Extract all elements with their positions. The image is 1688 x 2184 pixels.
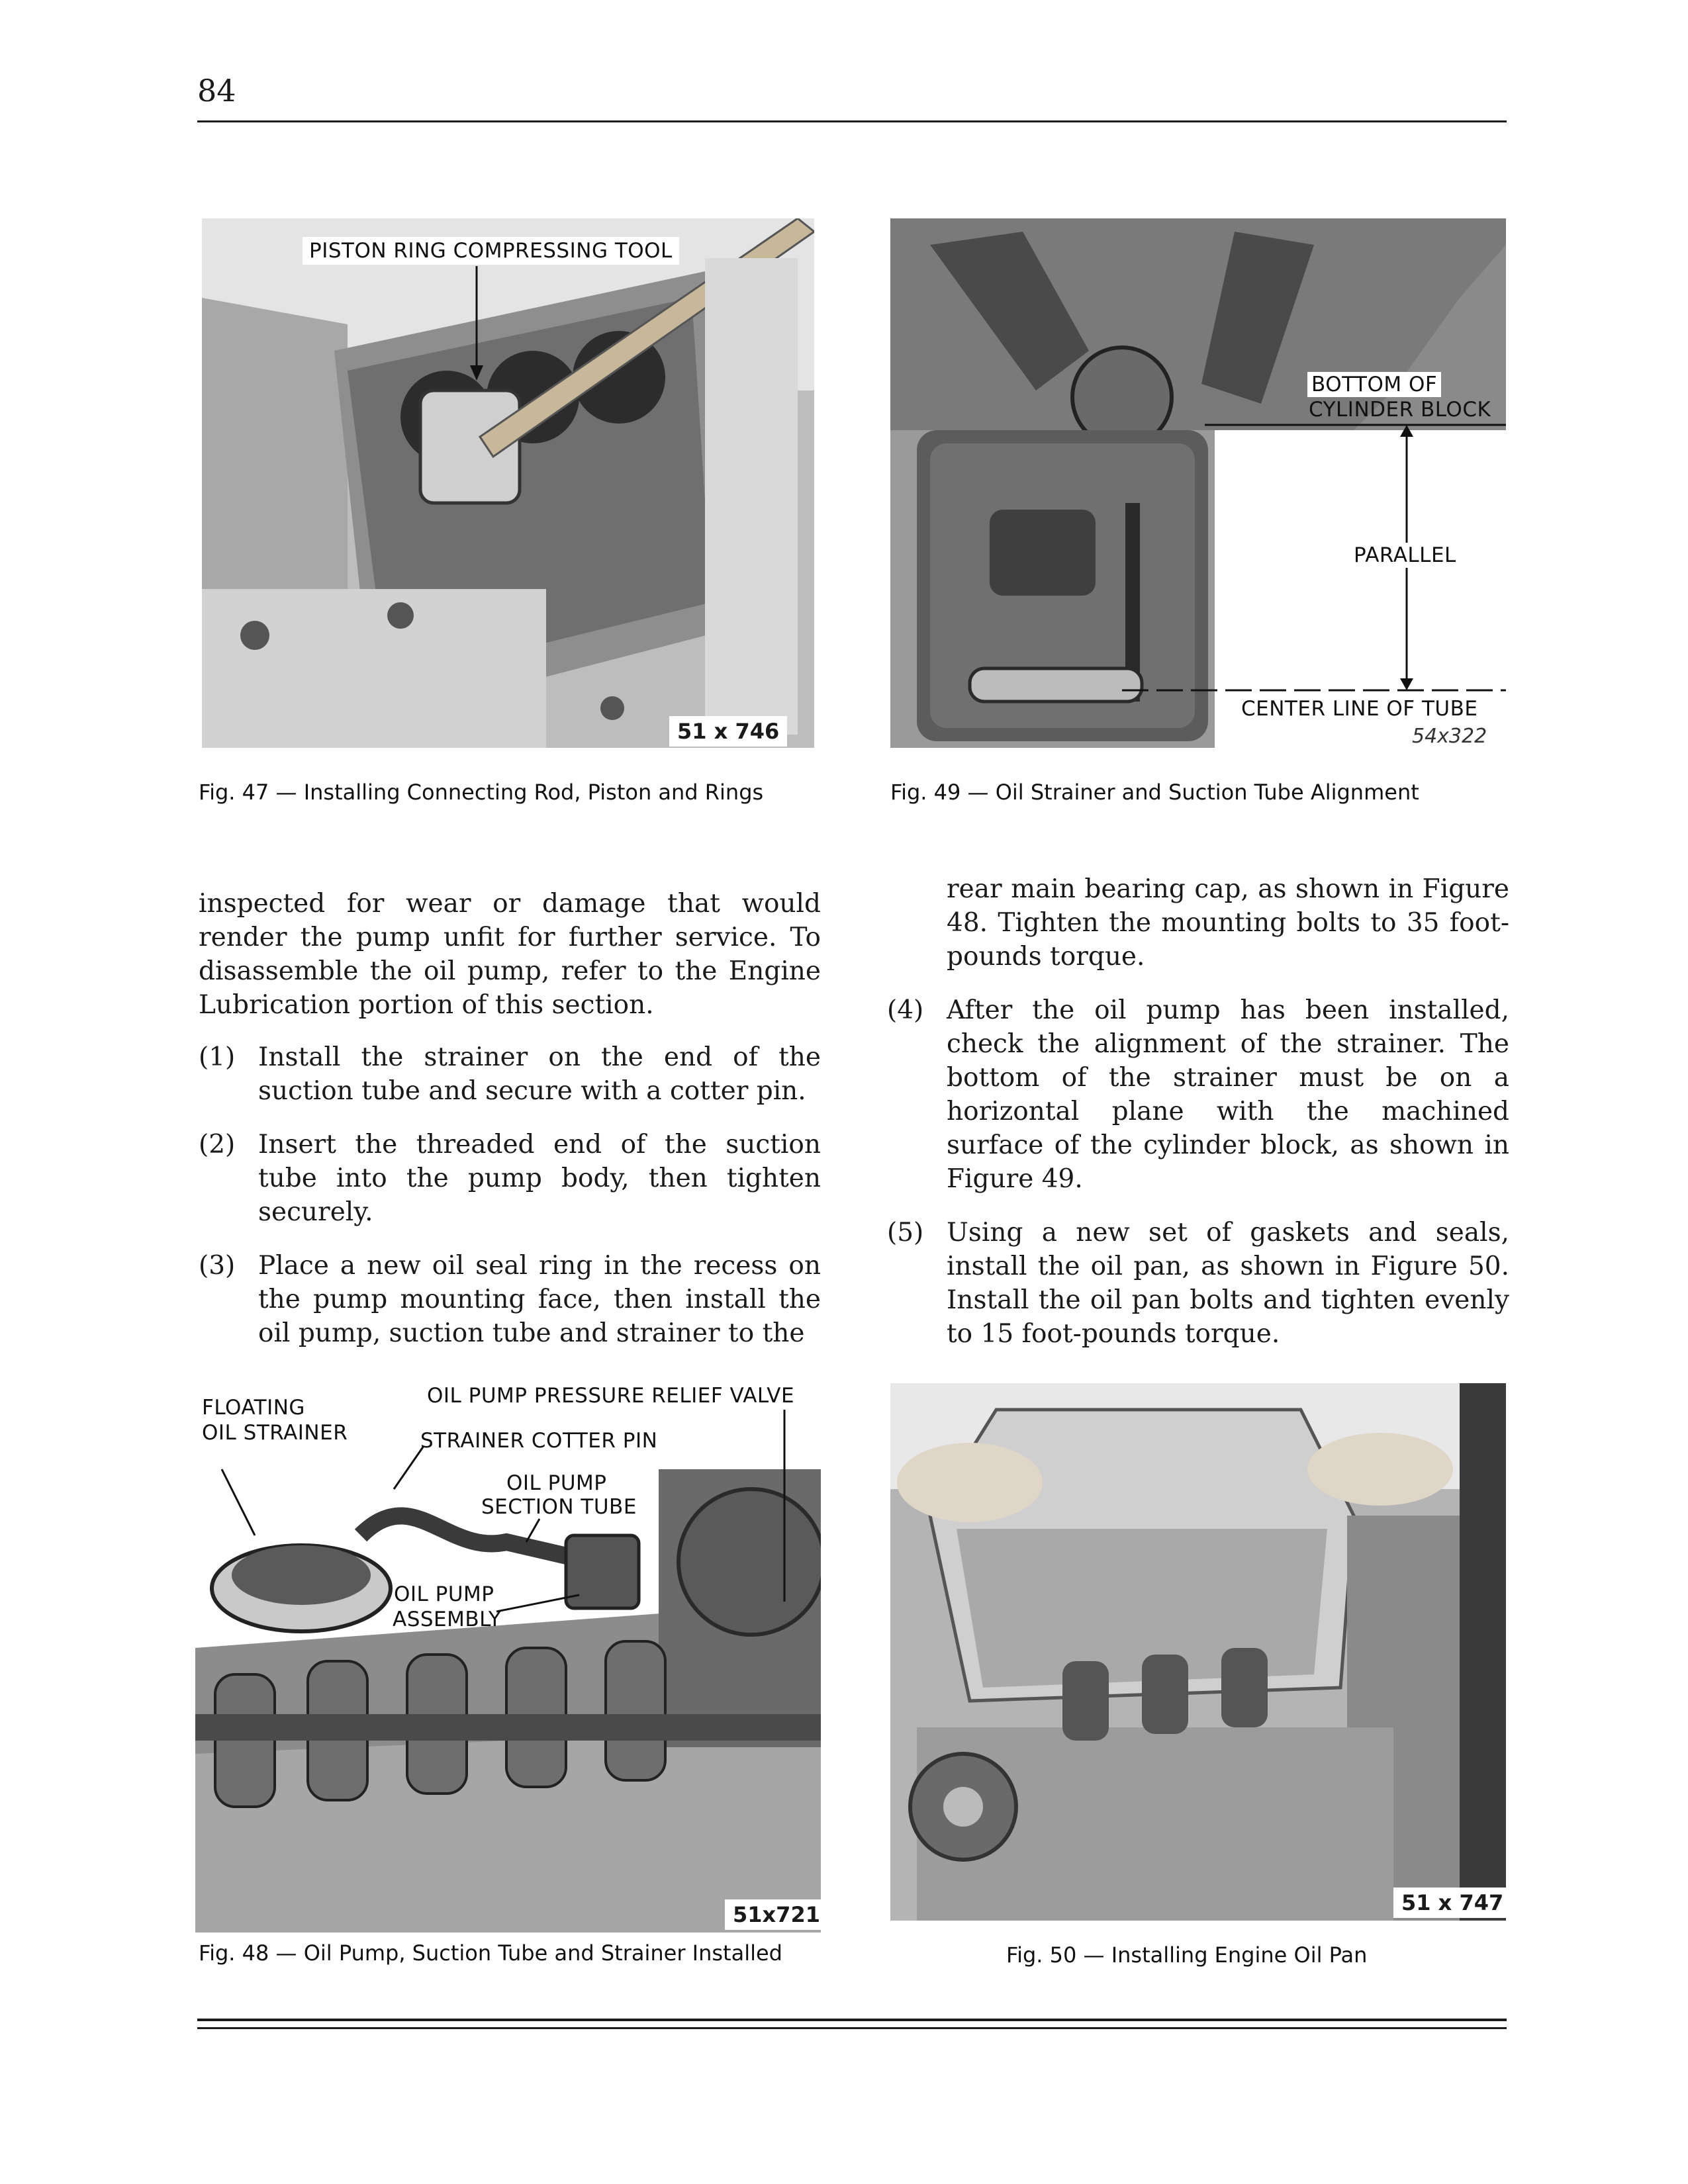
section-tube-label-1: OIL PUMP: [506, 1471, 607, 1495]
step-3-continued: [887, 872, 1509, 974]
fig50-engine-illustration: [890, 1383, 1506, 1921]
page-number: 84: [197, 73, 236, 109]
fig48-id: 51x721: [725, 1899, 821, 1930]
fig47-caption: Fig. 47 — Installing Connecting Rod, Piston and Rings: [199, 780, 764, 805]
piston-ring-compressing-tool-label: PISTON RING COMPRESSING TOOL: [303, 237, 679, 265]
step-text: After the oil pump has been installed, check the alignment of the strainer. The bottom of the strainer must be on a horizontal plane with the machined surface of the cylinder block, as shown in Figure 49.: [947, 995, 1509, 1194]
step-2: [199, 1128, 821, 1229]
step-number: (2): [199, 1130, 236, 1160]
floating-label: FLOATING: [202, 1396, 305, 1420]
fig47-leader-line: [202, 218, 814, 748]
fig48-photo: [195, 1383, 821, 1933]
step-number: (4): [887, 995, 924, 1025]
fig48-leader-lines: [195, 1383, 821, 1933]
fig49-id: 54x322: [1412, 725, 1487, 748]
footer-rule-top: [197, 2019, 1507, 2021]
intro-paragraph: inspected for wear or damage that would render the pump unfit for further service. To disassemble the oil pump, refer to the Engine Lubrication portion of this section.: [199, 889, 821, 1020]
fig50-caption: Fig. 50 — Installing Engine Oil Pan: [1006, 1942, 1368, 1968]
right-column: [887, 872, 1509, 1371]
parallel-label: PARALLEL: [1350, 543, 1460, 568]
step-5: [887, 1216, 1509, 1351]
left-column: [199, 887, 821, 1370]
oil-strainer-label: OIL STRAINER: [202, 1421, 348, 1445]
header-rule: [197, 120, 1507, 122]
fig49-caption: Fig. 49 — Oil Strainer and Suction Tube Alignment: [890, 780, 1419, 805]
step-number: (5): [887, 1218, 924, 1248]
fig50-photo: [890, 1383, 1506, 1921]
center-line-of-tube-label: CENTER LINE OF TUBE: [1241, 697, 1478, 721]
indent-spacer: [887, 872, 947, 974]
step-4: [887, 993, 1509, 1196]
fig47-id: 51 x 746: [669, 716, 787, 747]
step-number: (3): [199, 1251, 236, 1281]
step-3: [199, 1249, 821, 1350]
fig48-caption: Fig. 48 — Oil Pump, Suction Tube and Strainer Installed: [199, 1940, 782, 1966]
oil-pump-assembly-label-1: OIL PUMP: [394, 1582, 494, 1606]
step-text: Using a new set of gaskets and seals, install the oil pan, as shown in Figure 50. Install the oil pan bolts and tighten evenly to 15 foot-pounds torque.: [947, 1218, 1509, 1349]
step-1: [199, 1040, 821, 1108]
step-text: Place a new oil seal ring in the recess on the pump mounting face, then install the oil pump, suction tube and strainer to the: [258, 1251, 821, 1348]
strainer-cotter-pin-label: STRAINER COTTER PIN: [420, 1429, 658, 1453]
step-number: (1): [199, 1042, 236, 1072]
step-text: Install the strainer on the end of the suction tube and secure with a cotter pin.: [258, 1042, 821, 1106]
footer-rule-bottom: [197, 2027, 1507, 2029]
section-tube-label-2: SECTION TUBE: [481, 1495, 637, 1519]
continuation-text: rear main bearing cap, as shown in Figure 48. Tighten the mounting bolts to 35 foot-pounds torque.: [947, 874, 1509, 972]
fig50-id: 51 x 747: [1393, 1888, 1506, 1918]
step-text: Insert the threaded end of the suction tube into the pump body, then tighten securely.: [258, 1130, 821, 1227]
oil-pump-assembly-label-2: ASSEMBLY: [393, 1608, 502, 1631]
fig49-photo: [890, 218, 1506, 758]
fig49-engine-illustration: [890, 218, 1506, 758]
pressure-relief-valve-label: OIL PUMP PRESSURE RELIEF VALVE: [427, 1384, 795, 1408]
cylinder-block-label: CYLINDER BLOCK: [1309, 398, 1491, 422]
bottom-of-label: BOTTOM OF: [1307, 372, 1441, 397]
fig47-photo: [202, 218, 814, 748]
